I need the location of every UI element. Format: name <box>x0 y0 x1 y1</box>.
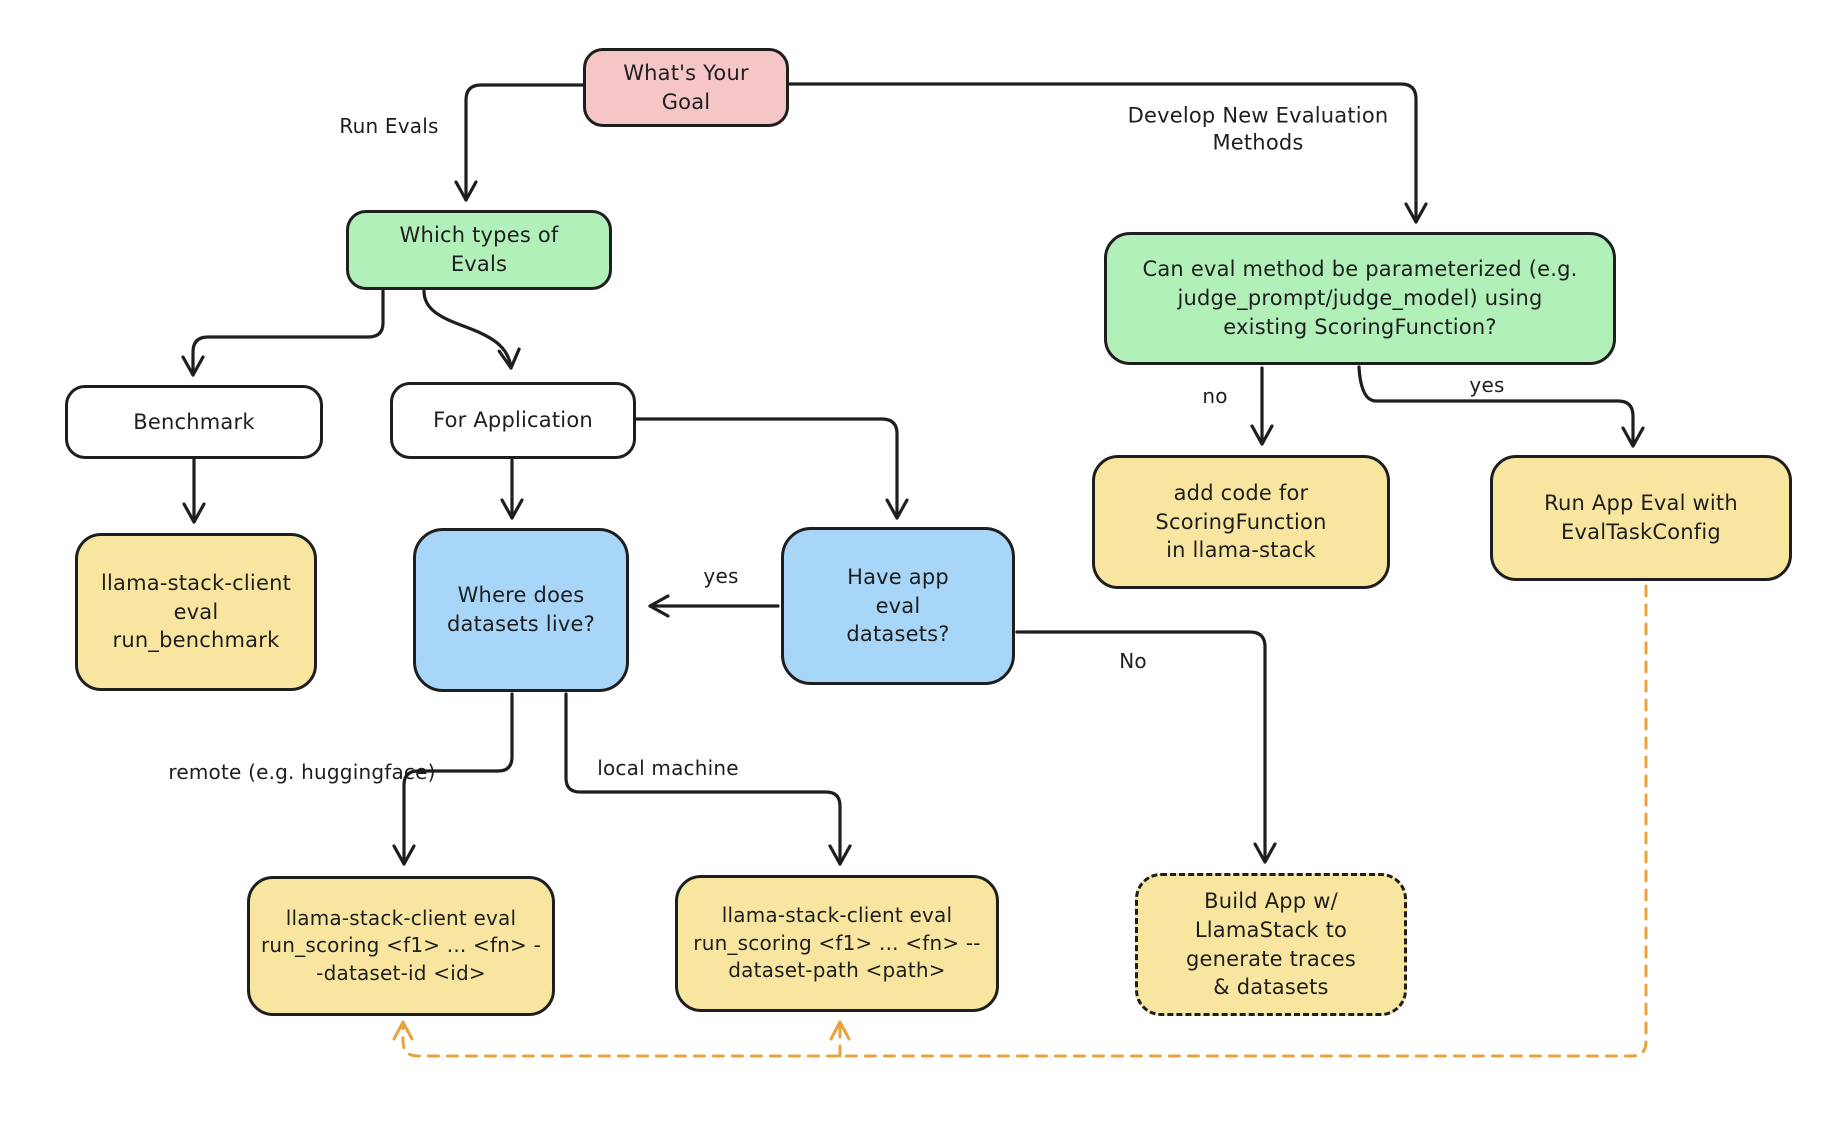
arrow-which-types-to-for-application <box>424 291 511 368</box>
node-scoring-dataset-id-cmd <box>247 876 555 1016</box>
node-label: llama-stack-client eval run_benchmark <box>100 570 292 653</box>
node-label: Can eval method be parameterized (e.g. judge_prompt/judge_model) using existing ScoringFunction? <box>1142 257 1578 339</box>
node-label: Where does datasets live? <box>447 583 595 636</box>
node-param-question <box>1104 232 1616 365</box>
node-benchmark-cmd <box>75 533 317 691</box>
node-label: Build App w/ LlamaStack to generate traces & datasets <box>1186 888 1356 1000</box>
edge-label-yes-mid: yes <box>703 564 739 588</box>
node-where-datasets-live <box>413 528 629 692</box>
node-label: Which types of Evals <box>399 223 559 276</box>
edge-label-remote-huggingface: remote (e.g. huggingface) <box>168 760 436 784</box>
node-add-code-scoringfunction <box>1092 455 1390 589</box>
arrow-which-types-to-benchmark <box>193 291 383 375</box>
node-label: llama-stack-client eval run_scoring <f1> ... <fn> --dataset-id <id> <box>260 905 541 985</box>
node-benchmark <box>65 385 323 459</box>
arrow-for-application-to-have-datasets <box>637 419 897 518</box>
node-build-app-llamastack <box>1135 873 1407 1016</box>
node-label: Have app eval datasets? <box>846 564 950 647</box>
node-label: Benchmark <box>133 409 255 434</box>
edge-label-develop-new-evaluation-methods: Develop New Evaluation Methods <box>1127 103 1389 155</box>
edge-label-run-evals: Run Evals <box>339 114 439 138</box>
node-for-application <box>390 382 636 459</box>
node-run-app-eval <box>1490 455 1792 581</box>
node-label: Run App Eval with EvalTaskConfig <box>1544 491 1738 544</box>
node-whats-your-goal <box>583 48 789 127</box>
node-have-app-eval-datasets <box>781 527 1015 685</box>
node-which-types-of-evals <box>346 210 612 290</box>
edge-label-no-right: no <box>1202 384 1228 408</box>
node-label: For Application <box>433 408 593 433</box>
arrow-goal-to-which-types <box>466 85 583 200</box>
node-scoring-dataset-path-cmd <box>675 875 999 1012</box>
node-label: What's Your Goal <box>623 60 749 114</box>
node-label: llama-stack-client eval run_scoring <f1> ... <fn> --dataset-path <path> <box>693 903 981 983</box>
edge-label-no-mid: No <box>1119 649 1147 673</box>
edge-label-local-machine: local machine <box>597 756 739 780</box>
edge-label-yes-right: yes <box>1469 373 1505 397</box>
node-label: add code for ScoringFunction in llama-stack <box>1155 480 1327 563</box>
